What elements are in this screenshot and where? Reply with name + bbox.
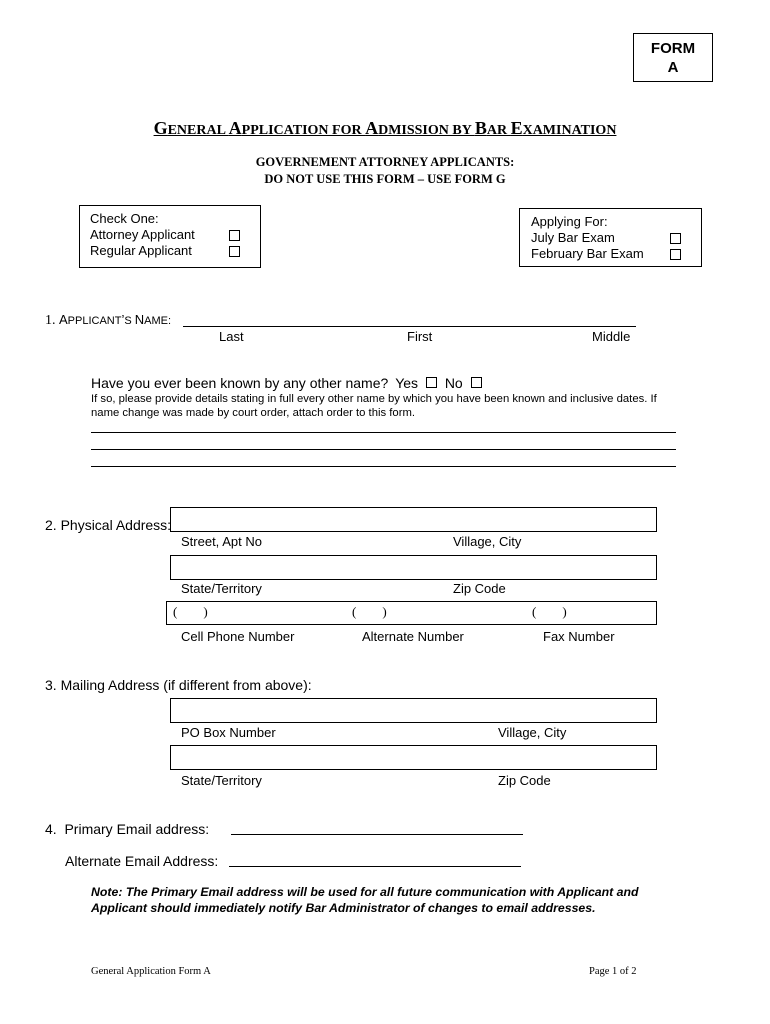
email-note-line2: Applicant should immediately notify Bar Administrator of changes to email addresses. (91, 901, 596, 915)
fax-number-caption: Fax Number (543, 629, 615, 644)
primary-email-input-line[interactable] (231, 834, 523, 835)
cell-phone-caption: Cell Phone Number (181, 629, 295, 644)
other-name-yes-checkbox[interactable] (426, 377, 437, 388)
form-badge (633, 33, 713, 82)
email-note-line1: Note: The Primary Email address will be used for all future communication with Applicant and (91, 885, 639, 899)
cell-phone-area-code: ( ) (173, 604, 208, 619)
physical-address-label: 2. Physical Address: (45, 517, 172, 533)
regular-applicant-label: Regular Applicant (90, 243, 192, 258)
mailing-state-zip-field[interactable] (170, 745, 657, 770)
email-note (91, 884, 639, 916)
street-address-field[interactable] (170, 507, 657, 532)
subtitle-line1: GOVERNEMENT ATTORNEY APPLICANTS: (255, 155, 515, 169)
phone-numbers-field[interactable] (166, 601, 657, 625)
alternate-number-caption: Alternate Number (362, 629, 464, 644)
fax-area-code: ( ) (532, 604, 567, 619)
last-name-caption: Last (219, 329, 244, 344)
alternate-email-label: Alternate Email Address: (65, 853, 219, 869)
mailing-village-city-caption: Village, City (498, 725, 567, 740)
attorney-applicant-checkbox[interactable] (229, 230, 240, 241)
other-name-details: If so, please provide details stating in full every other name by which you have been known and inclusive dates. If name change was made by court order, attach order to this form. (91, 393, 657, 419)
first-name-caption: First (407, 329, 433, 344)
mailing-state-territory-caption: State/Territory (181, 773, 262, 788)
july-bar-exam-label: July Bar Exam (531, 230, 615, 245)
subtitle (0, 154, 770, 188)
other-name-question-text: Have you ever been known by any other name? (91, 375, 389, 391)
middle-name-caption: Middle (592, 329, 631, 344)
attorney-applicant-label: Attorney Applicant (90, 227, 195, 242)
other-name-no-label: No (444, 375, 463, 391)
february-bar-exam-checkbox[interactable] (670, 249, 681, 260)
footer-form-name: General Application Form A (91, 966, 211, 977)
july-bar-exam-checkbox[interactable] (670, 233, 681, 244)
check-one-box (79, 205, 261, 268)
footer-page-number: Page 1 of 2 (589, 966, 637, 977)
village-city-caption: Village, City (453, 534, 522, 549)
state-territory-caption: State/Territory (181, 581, 262, 596)
subtitle-line2: DO NOT USE THIS FORM – USE FORM G (264, 172, 506, 186)
state-zip-field[interactable] (170, 555, 657, 580)
mailing-address-label: 3. Mailing Address (if different from above): (45, 677, 312, 693)
mailing-zip-code-caption: Zip Code (498, 773, 551, 788)
alternate-email-input-line[interactable] (229, 866, 521, 867)
po-box-caption: PO Box Number (181, 725, 276, 740)
february-bar-exam-label: February Bar Exam (531, 246, 644, 261)
street-caption: Street, Apt No (181, 534, 262, 549)
po-box-field[interactable] (170, 698, 657, 723)
regular-applicant-checkbox[interactable] (229, 246, 240, 257)
other-name-input-line-2[interactable] (91, 449, 676, 450)
page-title: GENERAL APPLICATION FOR ADMISSION BY BAR EXAMINATION (153, 118, 617, 138)
other-name-yes-label: Yes (395, 375, 419, 391)
form-badge-line1: FORM (650, 40, 696, 57)
applicant-name-input-line[interactable] (183, 326, 636, 327)
applying-for-box (519, 208, 702, 267)
other-name-input-line-1[interactable] (91, 432, 676, 433)
applying-for-heading: Applying For: (531, 214, 608, 229)
alternate-area-code: ( ) (352, 604, 387, 619)
other-name-question (91, 375, 482, 391)
other-name-input-line-3[interactable] (91, 466, 676, 467)
other-name-no-checkbox[interactable] (471, 377, 482, 388)
check-one-heading: Check One: (90, 211, 159, 226)
primary-email-label: 4. Primary Email address: (45, 821, 210, 837)
zip-code-caption: Zip Code (453, 581, 506, 596)
applicant-name-label: 1. APPLICANT’S NAME: (45, 312, 172, 328)
form-badge-line2: A (667, 59, 679, 76)
